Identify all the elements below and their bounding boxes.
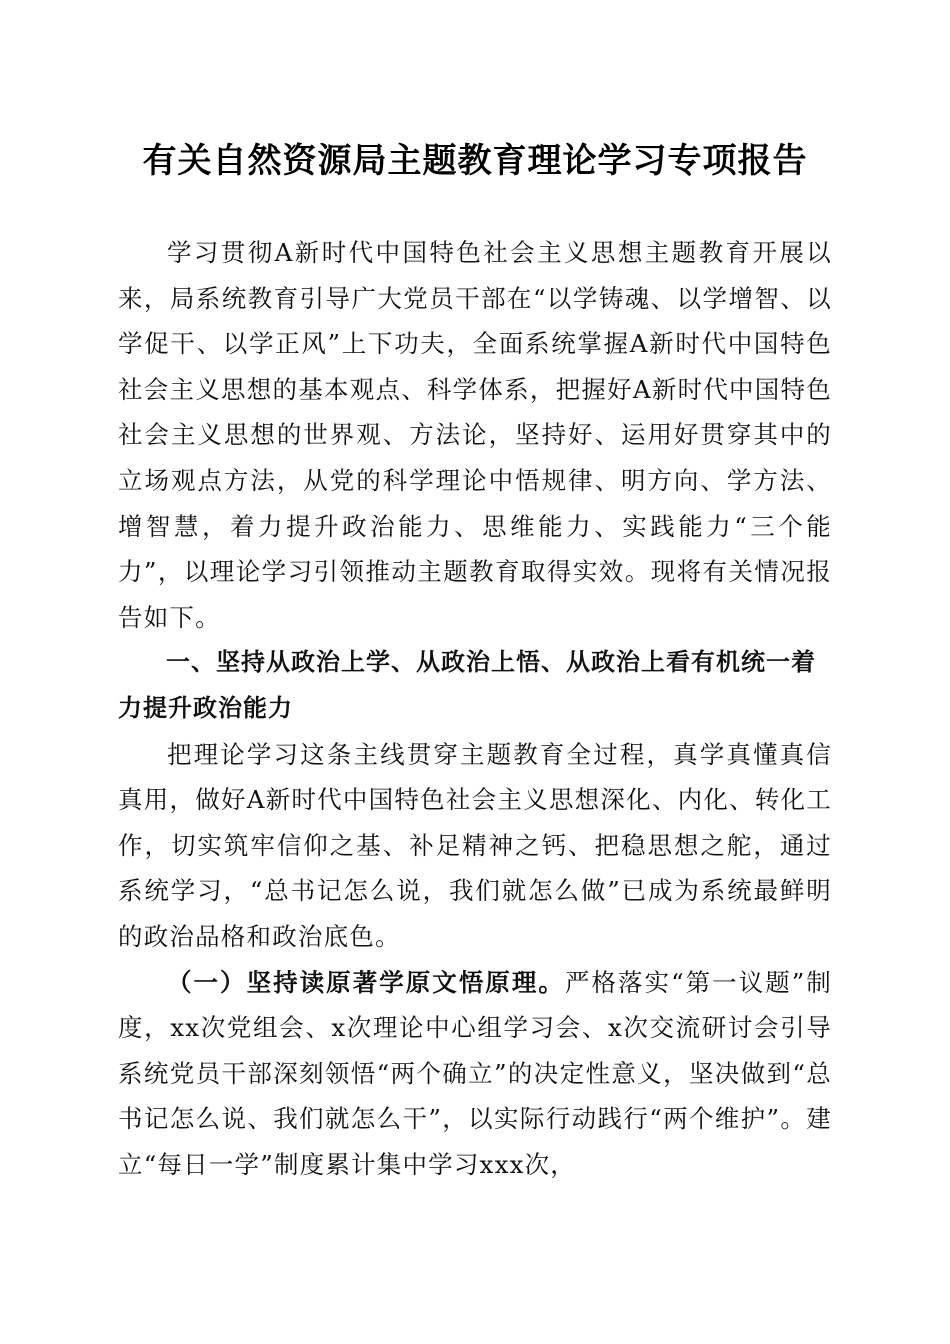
section-1-heading: 一、坚持从政治上学、从政治上悟、从政治上看有机统一着力提升政治能力 xyxy=(118,648,816,722)
subsection-1-text: 严格落实“第一议题”制度，xx次党组会、x次理论中心组学习会、x次交流研讨会引导系统党员干部深刻领悟“两个确立”的决定性意义，坚决做到“总书记怎么说、我们就怎么干”，以实际行动践行“两个维护”。建立“每日一学”制度累计集中学习xxx次， xyxy=(118,967,833,1179)
document-title: 有关自然资源局主题教育理论学习专项报告 xyxy=(142,141,808,181)
section-1-paragraph: 把理论学习这条主线贯穿主题教育全过程，真学真懂真信真用，做好A新时代中国特色社会主义思想深化、内化、转化工作，切实筑牢信仰之基、补足精神之钙、把稳思想之舵，通过系统学习，“总书记怎么说，我们就怎么做”已成为系统最鲜明的政治品格和政治底色。 xyxy=(118,739,832,951)
document-body xyxy=(118,230,832,1187)
subsection-1-paragraph xyxy=(118,960,832,1188)
intro-paragraph: 学习贯彻A新时代中国特色社会主义思想主题教育开展以来，局系统教育引导广大党员干部在“以学铸魂、以学增智、以学促干、以学正风”上下功夫，全面系统掌握A新时代中国特色社会主义思想的基本观点、科学体系，把握好A新时代中国特色社会主义思想的世界观、方法论，坚持好、运用好贯穿其中的立场观点方法，从党的科学理论中悟规律、明方向、学方法、增智慧，着力提升政治能力、思维能力、实践能力“三个能力”，以理论学习引领推动主题教育取得实效。现将有关情况报告如下。 xyxy=(118,238,832,632)
subsection-1-heading: （一）坚持读原著学原文悟原理。 xyxy=(167,967,565,997)
